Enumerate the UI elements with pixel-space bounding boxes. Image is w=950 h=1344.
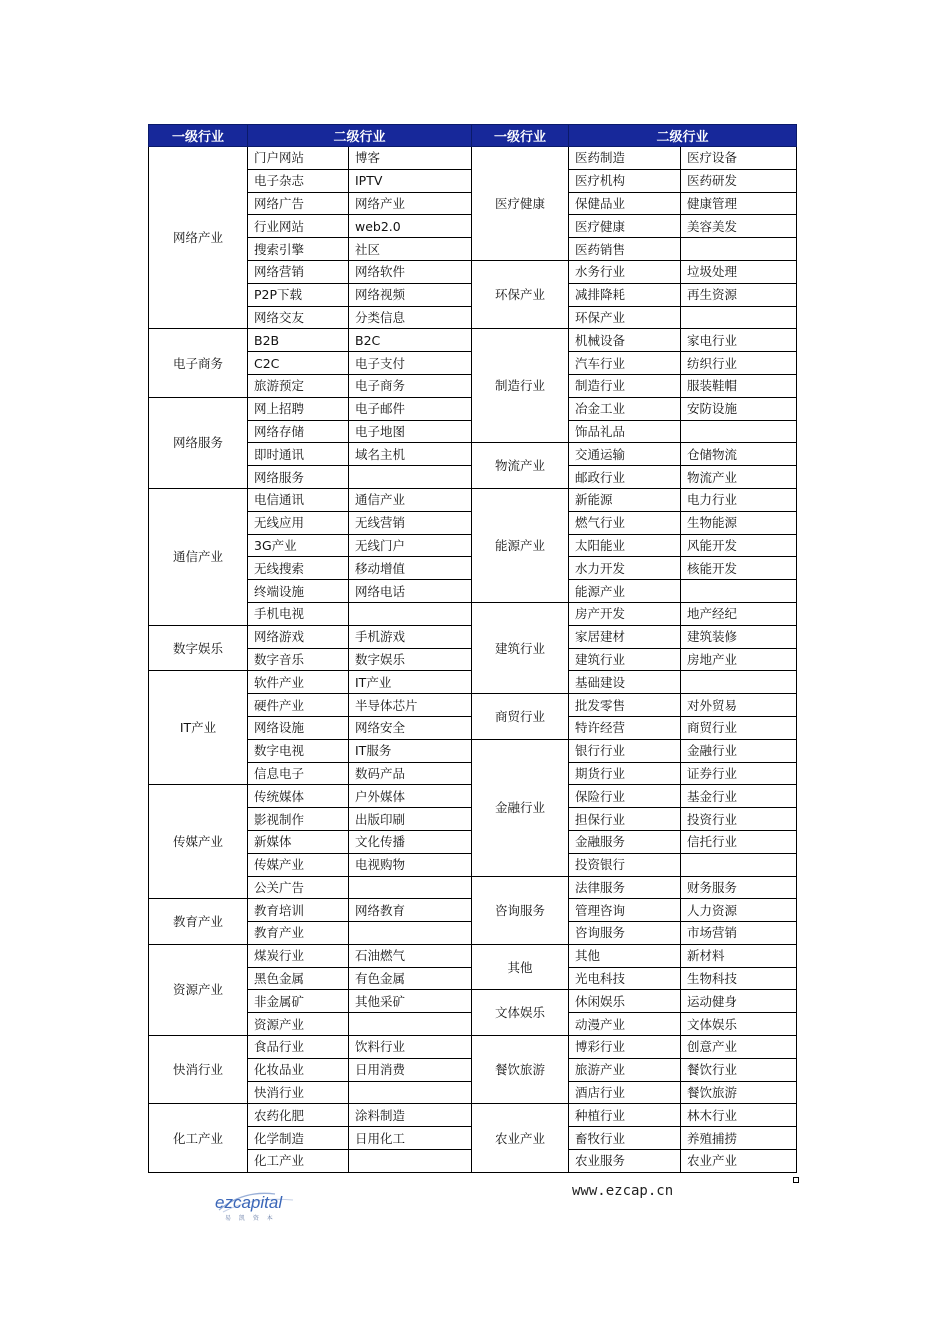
right-secondary-industry: 太阳能业: [569, 534, 681, 557]
left-secondary-industry: 非金属矿: [248, 990, 349, 1013]
left-secondary-industry: 教育产业: [248, 922, 349, 945]
ezcapital-logo: [213, 1188, 303, 1228]
left-primary-industry: 数字娱乐: [149, 625, 248, 671]
right-secondary-industry: 对外贸易: [681, 694, 797, 717]
right-primary-industry: 制造行业: [472, 329, 569, 443]
right-secondary-industry: 特许经营: [569, 716, 681, 739]
corner-marker: [793, 1177, 799, 1183]
left-secondary-industry: 涂料制造: [349, 1104, 472, 1127]
left-secondary-industry: 即时通讯: [248, 443, 349, 466]
right-secondary-industry: 财务服务: [681, 876, 797, 899]
left-secondary-industry: 终端设施: [248, 580, 349, 603]
left-secondary-industry: [349, 466, 472, 489]
left-secondary-industry: 网络设施: [248, 716, 349, 739]
right-secondary-industry: 生物科技: [681, 967, 797, 990]
left-primary-industry: 教育产业: [149, 899, 248, 945]
left-secondary-industry: 数字电视: [248, 739, 349, 762]
left-secondary-industry: 电子地图: [349, 420, 472, 443]
left-secondary-industry: 通信产业: [349, 488, 472, 511]
right-secondary-industry: 博彩行业: [569, 1036, 681, 1059]
right-primary-industry: 咨询服务: [472, 876, 569, 944]
left-primary-industry: 传媒产业: [149, 785, 248, 899]
right-secondary-industry: 银行行业: [569, 739, 681, 762]
left-secondary-industry: 化工产业: [248, 1150, 349, 1173]
right-secondary-industry: 信托行业: [681, 830, 797, 853]
right-secondary-industry: 建筑装修: [681, 625, 797, 648]
left-secondary-industry: 电子杂志: [248, 169, 349, 192]
right-secondary-industry: 建筑行业: [569, 648, 681, 671]
left-secondary-industry: 日用化工: [349, 1127, 472, 1150]
left-secondary-industry: 数字娱乐: [349, 648, 472, 671]
right-secondary-industry: 家电行业: [681, 329, 797, 352]
right-secondary-industry: 医药销售: [569, 238, 681, 261]
left-secondary-industry: 快消行业: [248, 1081, 349, 1104]
right-secondary-industry: 能源产业: [569, 580, 681, 603]
right-secondary-industry: 医疗机构: [569, 169, 681, 192]
left-secondary-industry: 有色金属: [349, 967, 472, 990]
left-secondary-industry: 信息电子: [248, 762, 349, 785]
right-secondary-industry: 创意产业: [681, 1036, 797, 1059]
left-secondary-industry: [349, 1150, 472, 1173]
left-secondary-industry: 电子邮件: [349, 397, 472, 420]
left-secondary-industry: IT产业: [349, 671, 472, 694]
right-secondary-industry: 动漫产业: [569, 1013, 681, 1036]
left-secondary-industry: 资源产业: [248, 1013, 349, 1036]
right-secondary-industry: 投资银行: [569, 853, 681, 876]
header-primary-right: 一级行业: [472, 125, 569, 147]
right-secondary-industry: 环保产业: [569, 306, 681, 329]
right-secondary-industry: 商贸行业: [681, 716, 797, 739]
right-primary-industry: 环保产业: [472, 260, 569, 328]
table-row: [149, 147, 797, 170]
right-secondary-industry: 物流产业: [681, 466, 797, 489]
left-secondary-industry: 公关广告: [248, 876, 349, 899]
left-secondary-industry: 无线门户: [349, 534, 472, 557]
left-secondary-industry: 网络营销: [248, 260, 349, 283]
right-secondary-industry: 电力行业: [681, 488, 797, 511]
left-primary-industry: 通信产业: [149, 488, 248, 625]
right-secondary-industry: 房产开发: [569, 602, 681, 625]
right-secondary-industry: 房地产业: [681, 648, 797, 671]
right-secondary-industry: [681, 580, 797, 603]
right-secondary-industry: 健康管理: [681, 192, 797, 215]
right-secondary-industry: 餐饮旅游: [681, 1081, 797, 1104]
left-secondary-industry: 黑色金属: [248, 967, 349, 990]
left-secondary-industry: 无线营销: [349, 511, 472, 534]
right-secondary-industry: 风能开发: [681, 534, 797, 557]
left-primary-industry: 电子商务: [149, 329, 248, 397]
left-secondary-industry: 电视购物: [349, 853, 472, 876]
right-primary-industry: 医疗健康: [472, 147, 569, 261]
left-secondary-industry: 煤炭行业: [248, 944, 349, 967]
left-secondary-industry: 化妆品业: [248, 1058, 349, 1081]
right-secondary-industry: 医疗设备: [681, 147, 797, 170]
right-secondary-industry: 光电科技: [569, 967, 681, 990]
left-secondary-industry: B2C: [349, 329, 472, 352]
left-secondary-industry: 数字音乐: [248, 648, 349, 671]
right-secondary-industry: 林木行业: [681, 1104, 797, 1127]
left-secondary-industry: 网络游戏: [248, 625, 349, 648]
left-secondary-industry: [349, 876, 472, 899]
right-secondary-industry: 再生资源: [681, 283, 797, 306]
left-secondary-industry: 新媒体: [248, 830, 349, 853]
left-secondary-industry: 网络安全: [349, 716, 472, 739]
right-primary-industry: 其他: [472, 944, 569, 990]
left-secondary-industry: 传统媒体: [248, 785, 349, 808]
right-primary-industry: 能源产业: [472, 488, 569, 602]
right-primary-industry: 物流产业: [472, 443, 569, 489]
right-secondary-industry: 养殖捕捞: [681, 1127, 797, 1150]
right-secondary-industry: 燃气行业: [569, 511, 681, 534]
left-primary-industry: IT产业: [149, 671, 248, 785]
left-secondary-industry: 出版印刷: [349, 808, 472, 831]
right-secondary-industry: 新能源: [569, 488, 681, 511]
left-secondary-industry: 网络服务: [248, 466, 349, 489]
left-secondary-industry: 数码产品: [349, 762, 472, 785]
left-secondary-industry: 手机游戏: [349, 625, 472, 648]
left-secondary-industry: 电子商务: [349, 374, 472, 397]
left-secondary-industry: [349, 1013, 472, 1036]
right-secondary-industry: 担保行业: [569, 808, 681, 831]
table-body: [149, 147, 797, 1173]
left-secondary-industry: 网络存储: [248, 420, 349, 443]
left-primary-industry: 资源产业: [149, 944, 248, 1035]
left-secondary-industry: 网上招聘: [248, 397, 349, 420]
right-secondary-industry: 农业服务: [569, 1150, 681, 1173]
left-secondary-industry: 食品行业: [248, 1036, 349, 1059]
table-row: [149, 944, 797, 967]
right-secondary-industry: 种植行业: [569, 1104, 681, 1127]
right-secondary-industry: 医药研发: [681, 169, 797, 192]
table-row: [149, 488, 797, 511]
left-secondary-industry: P2P下载: [248, 283, 349, 306]
right-secondary-industry: 证券行业: [681, 762, 797, 785]
left-secondary-industry: 软件产业: [248, 671, 349, 694]
right-secondary-industry: 饰品礼品: [569, 420, 681, 443]
right-secondary-industry: 生物能源: [681, 511, 797, 534]
left-primary-industry: 网络产业: [149, 147, 248, 329]
right-secondary-industry: 人力资源: [681, 899, 797, 922]
right-secondary-industry: 金融行业: [681, 739, 797, 762]
right-secondary-industry: 美容美发: [681, 215, 797, 238]
left-secondary-industry: IT服务: [349, 739, 472, 762]
left-secondary-industry: 日用消费: [349, 1058, 472, 1081]
right-secondary-industry: [681, 306, 797, 329]
industry-table: [148, 124, 797, 1173]
left-secondary-industry: 户外媒体: [349, 785, 472, 808]
right-secondary-industry: 基础建设: [569, 671, 681, 694]
left-secondary-industry: 网络软件: [349, 260, 472, 283]
left-primary-industry: 化工产业: [149, 1104, 248, 1172]
left-secondary-industry: 化学制造: [248, 1127, 349, 1150]
left-primary-industry: 网络服务: [149, 397, 248, 488]
logo-subtext: 易 凯 资 本: [225, 1215, 276, 1222]
right-secondary-industry: 保健品业: [569, 192, 681, 215]
right-secondary-industry: 医疗健康: [569, 215, 681, 238]
ezcapital-logo-graphic: [213, 1188, 303, 1224]
left-secondary-industry: C2C: [248, 352, 349, 375]
right-secondary-industry: 仓储物流: [681, 443, 797, 466]
right-secondary-industry: 酒店行业: [569, 1081, 681, 1104]
left-secondary-industry: 手机电视: [248, 602, 349, 625]
right-secondary-industry: 投资行业: [681, 808, 797, 831]
right-primary-industry: 文体娱乐: [472, 990, 569, 1036]
left-secondary-industry: web2.0: [349, 215, 472, 238]
right-secondary-industry: [681, 238, 797, 261]
right-secondary-industry: 旅游产业: [569, 1058, 681, 1081]
left-secondary-industry: 博客: [349, 147, 472, 170]
right-secondary-industry: [681, 853, 797, 876]
right-primary-industry: 餐饮旅游: [472, 1036, 569, 1104]
left-secondary-industry: 饮料行业: [349, 1036, 472, 1059]
header-primary-left: 一级行业: [149, 125, 248, 147]
website-url: www.ezcap.cn: [572, 1183, 674, 1199]
left-secondary-industry: IPTV: [349, 169, 472, 192]
header-secondary-right: 二级行业: [569, 125, 797, 147]
right-secondary-industry: 畜牧行业: [569, 1127, 681, 1150]
left-secondary-industry: 其他采矿: [349, 990, 472, 1013]
left-secondary-industry: 石油燃气: [349, 944, 472, 967]
table-row: [149, 1036, 797, 1059]
right-secondary-industry: 基金行业: [681, 785, 797, 808]
left-secondary-industry: 农药化肥: [248, 1104, 349, 1127]
right-secondary-industry: 餐饮行业: [681, 1058, 797, 1081]
right-secondary-industry: [681, 420, 797, 443]
left-secondary-industry: 电子支付: [349, 352, 472, 375]
left-secondary-industry: [349, 1081, 472, 1104]
right-secondary-industry: 金融服务: [569, 830, 681, 853]
right-secondary-industry: 休闲娱乐: [569, 990, 681, 1013]
right-secondary-industry: 地产经纪: [681, 602, 797, 625]
right-secondary-industry: 其他: [569, 944, 681, 967]
left-secondary-industry: 门户网站: [248, 147, 349, 170]
left-secondary-industry: B2B: [248, 329, 349, 352]
left-secondary-industry: 电信通讯: [248, 488, 349, 511]
right-secondary-industry: [681, 671, 797, 694]
left-secondary-industry: 半导体芯片: [349, 694, 472, 717]
right-secondary-industry: 核能开发: [681, 557, 797, 580]
right-secondary-industry: 法律服务: [569, 876, 681, 899]
right-secondary-industry: 咨询服务: [569, 922, 681, 945]
left-secondary-industry: 网络电话: [349, 580, 472, 603]
left-secondary-industry: 网络产业: [349, 192, 472, 215]
left-secondary-industry: [349, 922, 472, 945]
right-secondary-industry: 医药制造: [569, 147, 681, 170]
left-secondary-industry: 移动增值: [349, 557, 472, 580]
left-secondary-industry: 网络视频: [349, 283, 472, 306]
right-secondary-industry: 汽车行业: [569, 352, 681, 375]
right-secondary-industry: 农业产业: [681, 1150, 797, 1173]
right-secondary-industry: 水务行业: [569, 260, 681, 283]
right-secondary-industry: 交通运输: [569, 443, 681, 466]
left-secondary-industry: 无线应用: [248, 511, 349, 534]
right-secondary-industry: 纺织行业: [681, 352, 797, 375]
right-secondary-industry: 冶金工业: [569, 397, 681, 420]
right-secondary-industry: 运动健身: [681, 990, 797, 1013]
left-secondary-industry: 行业网站: [248, 215, 349, 238]
table-row: [149, 1104, 797, 1127]
right-secondary-industry: 保险行业: [569, 785, 681, 808]
left-secondary-industry: 文化传播: [349, 830, 472, 853]
right-primary-industry: 建筑行业: [472, 602, 569, 693]
right-secondary-industry: 邮政行业: [569, 466, 681, 489]
right-secondary-industry: 减排降耗: [569, 283, 681, 306]
right-secondary-industry: 文体娱乐: [681, 1013, 797, 1036]
right-secondary-industry: 制造行业: [569, 374, 681, 397]
left-secondary-industry: 硬件产业: [248, 694, 349, 717]
left-secondary-industry: 无线搜索: [248, 557, 349, 580]
logo-text: ezcapital: [215, 1193, 283, 1212]
left-secondary-industry: 旅游预定: [248, 374, 349, 397]
left-secondary-industry: 社区: [349, 238, 472, 261]
right-primary-industry: 商贸行业: [472, 694, 569, 740]
left-secondary-industry: 3G产业: [248, 534, 349, 557]
right-primary-industry: 金融行业: [472, 739, 569, 876]
right-secondary-industry: 期货行业: [569, 762, 681, 785]
right-secondary-industry: 机械设备: [569, 329, 681, 352]
right-primary-industry: 农业产业: [472, 1104, 569, 1172]
left-primary-industry: 快消行业: [149, 1036, 248, 1104]
right-secondary-industry: 水力开发: [569, 557, 681, 580]
right-secondary-industry: 安防设施: [681, 397, 797, 420]
right-secondary-industry: 管理咨询: [569, 899, 681, 922]
left-secondary-industry: 域名主机: [349, 443, 472, 466]
left-secondary-industry: 影视制作: [248, 808, 349, 831]
left-secondary-industry: 网络教育: [349, 899, 472, 922]
right-secondary-industry: 新材料: [681, 944, 797, 967]
right-secondary-industry: 批发零售: [569, 694, 681, 717]
right-secondary-industry: 垃圾处理: [681, 260, 797, 283]
table-row: [149, 329, 797, 352]
right-secondary-industry: 服装鞋帽: [681, 374, 797, 397]
left-secondary-industry: 分类信息: [349, 306, 472, 329]
right-secondary-industry: 家居建材: [569, 625, 681, 648]
left-secondary-industry: 网络交友: [248, 306, 349, 329]
header-secondary-left: 二级行业: [248, 125, 472, 147]
left-secondary-industry: 教育培训: [248, 899, 349, 922]
left-secondary-industry: [349, 602, 472, 625]
right-secondary-industry: 市场营销: [681, 922, 797, 945]
header-row: [149, 125, 797, 147]
left-secondary-industry: 传媒产业: [248, 853, 349, 876]
left-secondary-industry: 搜索引擎: [248, 238, 349, 261]
left-secondary-industry: 网络广告: [248, 192, 349, 215]
